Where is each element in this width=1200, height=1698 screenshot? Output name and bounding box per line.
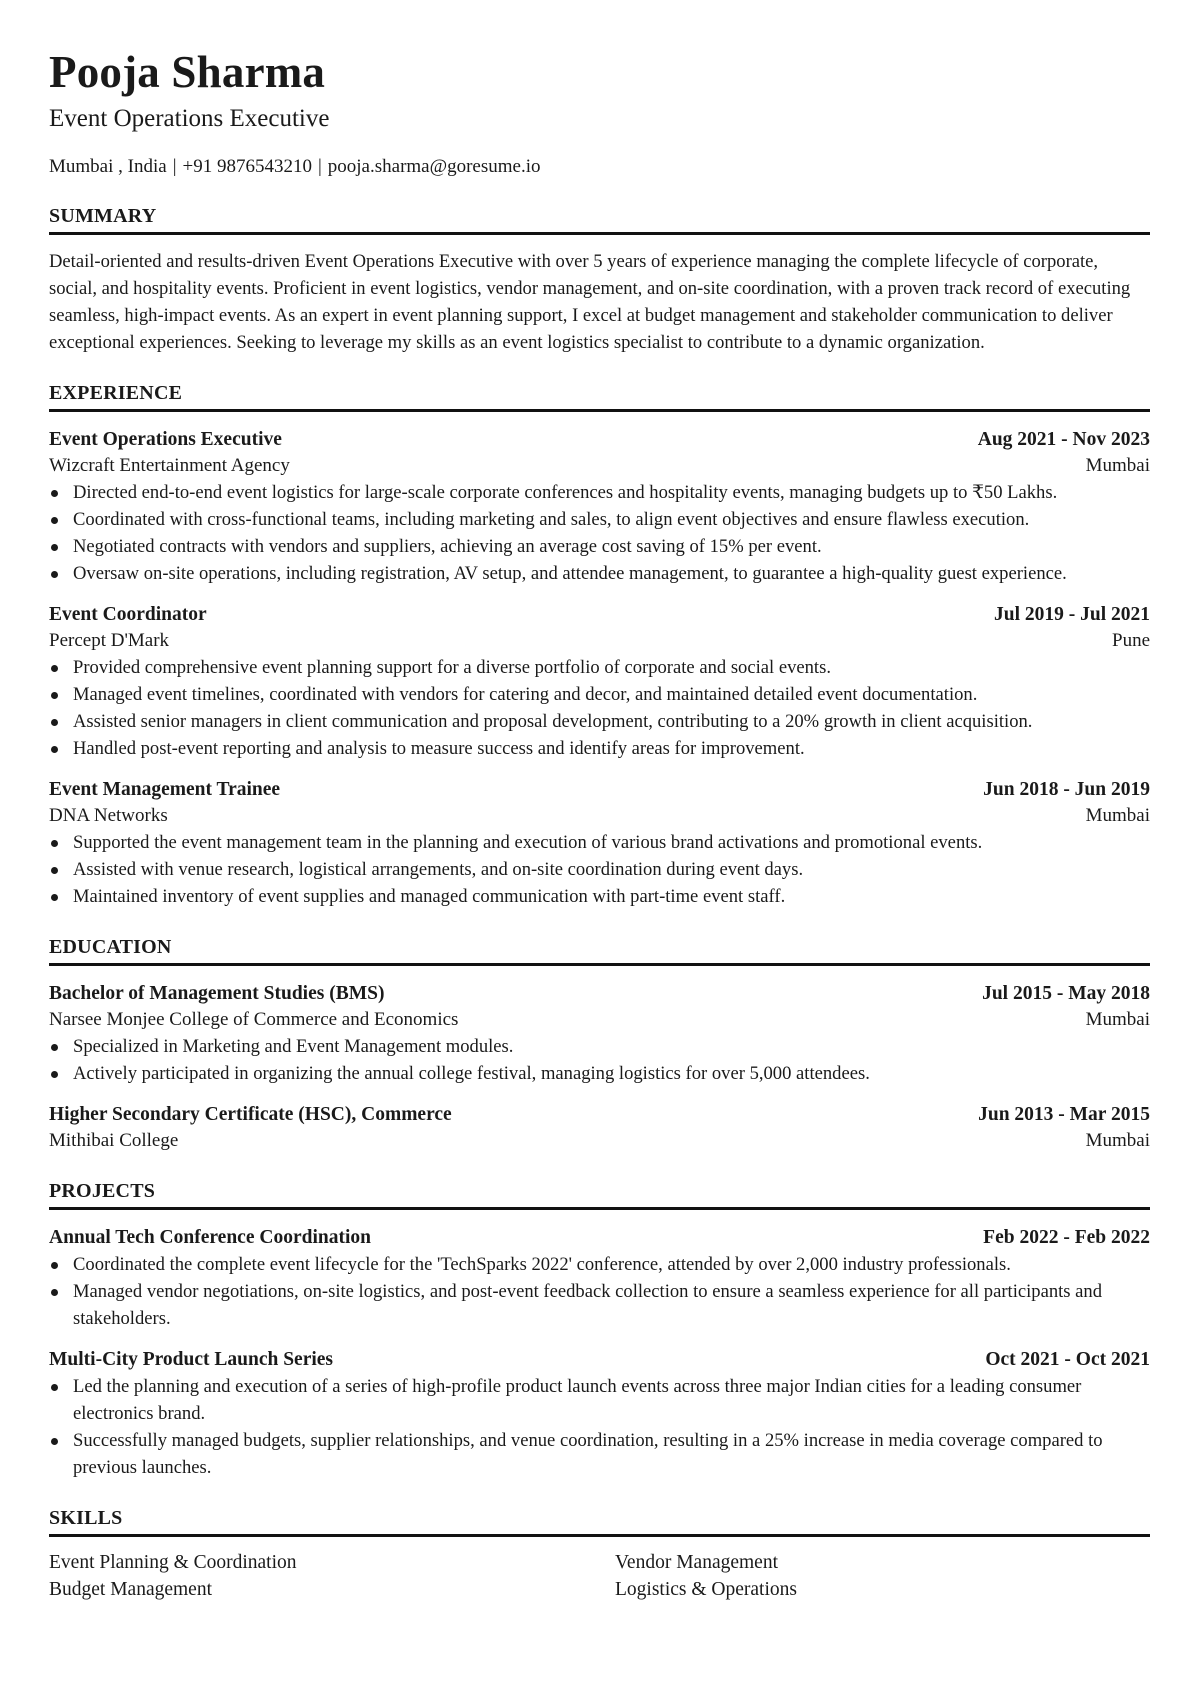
bullet-item: Managed event timelines, coordinated with vendors for catering and decor, and maintained detailed event documentation. bbox=[73, 681, 1150, 708]
skill-item: Budget Management bbox=[49, 1579, 212, 1600]
education-location: Mumbai bbox=[1085, 1009, 1150, 1030]
institution-name: Narsee Monjee College of Commerce and Economics bbox=[49, 1009, 459, 1030]
experience-entry bbox=[49, 426, 1150, 587]
experience-section bbox=[49, 381, 1150, 910]
contact-separator: | bbox=[172, 156, 177, 177]
bullet-item: Coordinated the complete event lifecycle for the 'TechSparks 2022' conference, attended by over 2,000 industry professionals. bbox=[73, 1251, 1150, 1278]
job-dates: Aug 2021 - Nov 2023 bbox=[977, 429, 1150, 450]
job-dates: Jun 2018 - Jun 2019 bbox=[983, 779, 1150, 800]
section-heading-education: EDUCATION bbox=[49, 935, 1150, 966]
project-dates: Oct 2021 - Oct 2021 bbox=[985, 1349, 1150, 1370]
bullet-item: Assisted senior managers in client communication and proposal development, contributing to a 20% growth in client acquisition. bbox=[73, 708, 1150, 735]
summary-text: Detail-oriented and results-driven Event Operations Executive with over 5 years of experience managing the complete lifecycle of corporate, social, and hospitality events. Proficient in event logistics, vendor management, and on-site coordination, with a proven track record of executing seamless, high-impact events. As an expert in event planning support, I excel at budget management and stakeholder communication to deliver exceptional experiences. Seeking to leverage my skills as an event logistics specialist to contribute to a dynamic organization. bbox=[49, 251, 1131, 353]
education-location: Mumbai bbox=[1085, 1130, 1150, 1151]
bullet-item: Directed end-to-end event logistics for large-scale corporate conferences and hospitality events, managing budgets up to ₹50 Lakhs. bbox=[73, 479, 1150, 506]
education-entry bbox=[49, 1101, 1150, 1154]
candidate-title: Event Operations Executive bbox=[49, 105, 330, 132]
project-bullets bbox=[49, 1251, 1150, 1332]
skills-grid bbox=[49, 1549, 1150, 1603]
bullet-item: Actively participated in organizing the annual college festival, managing logistics for over 5,000 attendees. bbox=[73, 1060, 1150, 1087]
degree-title: Bachelor of Management Studies (BMS) bbox=[49, 983, 385, 1004]
section-heading-skills: SKILLS bbox=[49, 1506, 1150, 1537]
job-location: Mumbai bbox=[1085, 455, 1150, 476]
bullet-item: Assisted with venue research, logistical arrangements, and on-site coordination during event days. bbox=[73, 856, 1150, 883]
education-dates: Jun 2013 - Mar 2015 bbox=[978, 1104, 1150, 1125]
contact-line bbox=[49, 155, 1150, 179]
skill-item: Vendor Management bbox=[615, 1552, 778, 1573]
section-heading-projects: PROJECTS bbox=[49, 1179, 1150, 1210]
contact-phone: +91 9876543210 bbox=[182, 156, 312, 177]
experience-entry bbox=[49, 776, 1150, 910]
skill-item: Logistics & Operations bbox=[615, 1579, 797, 1600]
job-location: Pune bbox=[1112, 630, 1150, 651]
project-title: Multi-City Product Launch Series bbox=[49, 1349, 334, 1370]
projects-section bbox=[49, 1179, 1150, 1481]
project-title: Annual Tech Conference Coordination bbox=[49, 1227, 371, 1248]
job-dates: Jul 2019 - Jul 2021 bbox=[993, 604, 1150, 625]
job-title: Event Coordinator bbox=[49, 604, 207, 625]
section-heading-summary: SUMMARY bbox=[49, 204, 1150, 235]
bullet-item: Specialized in Marketing and Event Management modules. bbox=[73, 1033, 1150, 1060]
bullet-item: Oversaw on-site operations, including registration, AV setup, and attendee management, to guarantee a high-quality guest experience. bbox=[73, 560, 1150, 587]
contact-separator: | bbox=[317, 156, 322, 177]
summary-section bbox=[49, 204, 1150, 356]
candidate-name: Pooja Sharma bbox=[49, 47, 326, 97]
job-bullets bbox=[49, 479, 1150, 587]
skills-section bbox=[49, 1506, 1150, 1603]
institution-name: Mithibai College bbox=[49, 1130, 179, 1151]
education-section bbox=[49, 935, 1150, 1154]
bullet-item: Led the planning and execution of a series of high-profile product launch events across three major Indian cities for a leading consumer electronics brand. bbox=[73, 1373, 1150, 1427]
project-bullets bbox=[49, 1373, 1150, 1481]
education-bullets bbox=[49, 1033, 1150, 1087]
experience-entry bbox=[49, 601, 1150, 762]
contact-email: pooja.sharma@goresume.io bbox=[327, 156, 541, 177]
company-name: Percept D'Mark bbox=[49, 630, 170, 651]
contact-location: Mumbai , India bbox=[49, 156, 167, 177]
degree-title: Higher Secondary Certificate (HSC), Commerce bbox=[49, 1104, 452, 1125]
bullet-item: Provided comprehensive event planning support for a diverse portfolio of corporate and social events. bbox=[73, 654, 1150, 681]
bullet-item: Maintained inventory of event supplies and managed communication with part-time event staff. bbox=[73, 883, 1150, 910]
bullet-item: Managed vendor negotiations, on-site logistics, and post-event feedback collection to ensure a seamless experience for all participants and stakeholders. bbox=[73, 1278, 1150, 1332]
education-dates: Jul 2015 - May 2018 bbox=[982, 983, 1150, 1004]
section-heading-experience: EXPERIENCE bbox=[49, 381, 1150, 412]
project-dates: Feb 2022 - Feb 2022 bbox=[983, 1227, 1150, 1248]
company-name: Wizcraft Entertainment Agency bbox=[49, 455, 290, 476]
bullet-item: Negotiated contracts with vendors and suppliers, achieving an average cost saving of 15% per event. bbox=[73, 533, 1150, 560]
skill-item: Event Planning & Coordination bbox=[49, 1552, 297, 1573]
project-entry bbox=[49, 1346, 1150, 1481]
job-title: Event Management Trainee bbox=[49, 779, 281, 800]
education-entry bbox=[49, 980, 1150, 1087]
company-name: DNA Networks bbox=[49, 805, 168, 826]
job-location: Mumbai bbox=[1085, 805, 1150, 826]
bullet-item: Coordinated with cross-functional teams, including marketing and sales, to align event objectives and ensure flawless execution. bbox=[73, 506, 1150, 533]
project-entry bbox=[49, 1224, 1150, 1332]
job-bullets bbox=[49, 829, 1150, 910]
bullet-item: Supported the event management team in the planning and execution of various brand activations and promotional events. bbox=[73, 829, 1150, 856]
job-title: Event Operations Executive bbox=[49, 429, 282, 450]
bullet-item: Successfully managed budgets, supplier relationships, and venue coordination, resulting in a 25% increase in media coverage compared to previous launches. bbox=[73, 1427, 1150, 1481]
bullet-item: Handled post-event reporting and analysis to measure success and identify areas for improvement. bbox=[73, 735, 1150, 762]
job-bullets bbox=[49, 654, 1150, 762]
